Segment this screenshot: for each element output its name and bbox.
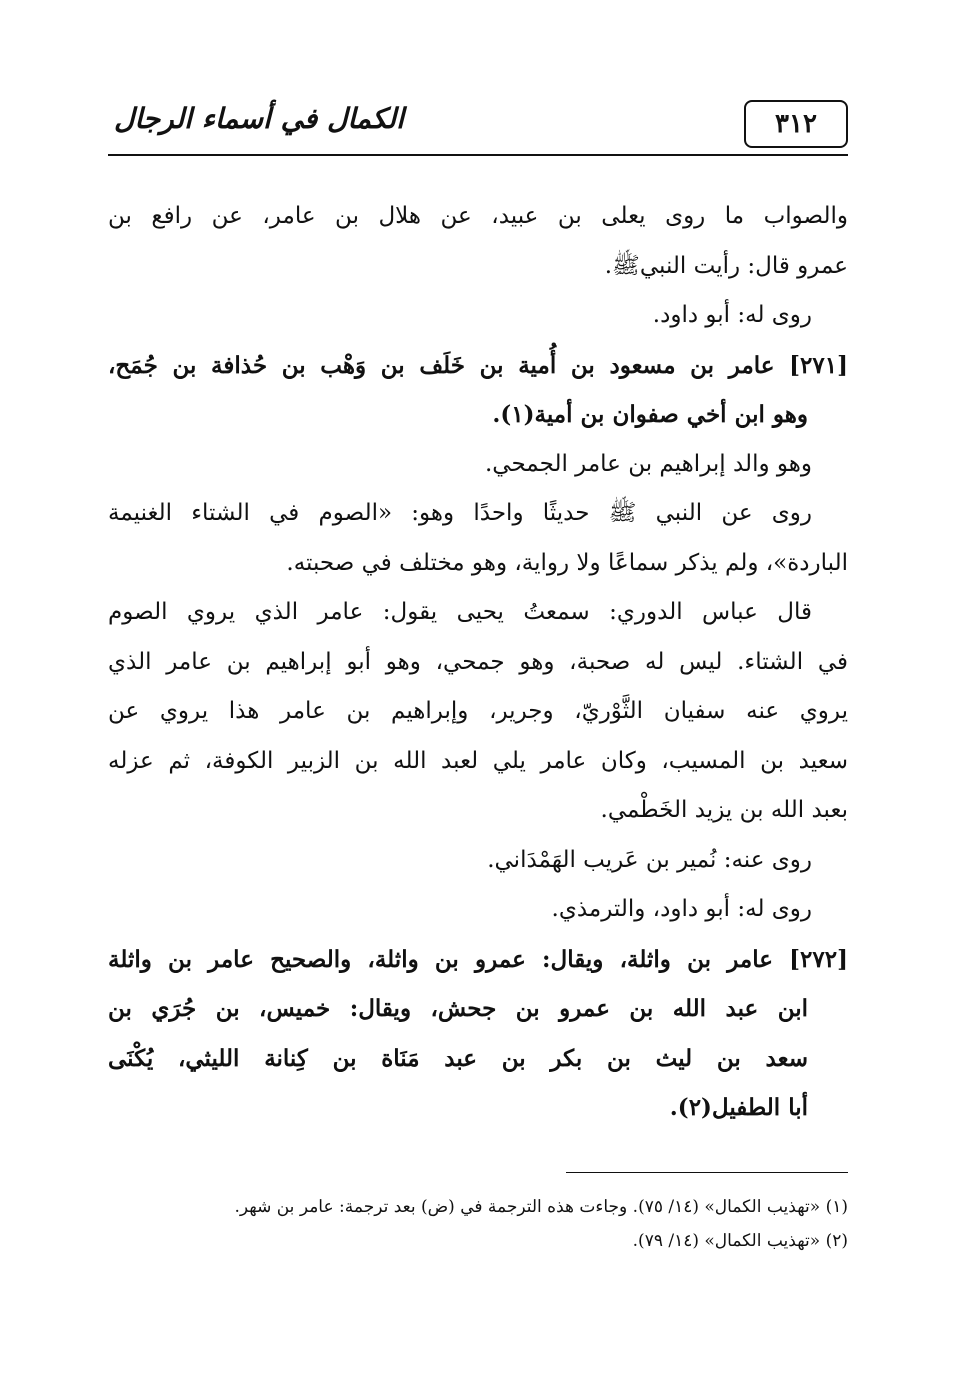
header-rule	[108, 154, 848, 156]
text-line: الباردة»، ولم يذكر سماعًا ولا رواية، وهو مختلف في صحبته.	[286, 549, 848, 576]
page-number: ٣١٢	[744, 100, 848, 148]
text-line: أبا الطفيل(٢).	[669, 1094, 808, 1121]
text-line: روى له: أبو داود.	[652, 302, 812, 328]
footnote-separator	[566, 1172, 848, 1173]
text-line: روى عن النبي ﷺ حديثًا واحدًا وهو: «الصوم في الشتاء الغنيمة	[108, 500, 812, 526]
text-line: عمرو قال: رأيت النبيﷺ.	[604, 252, 848, 279]
footnote: (١) «تهذيب الكمال» (١٤/ ٧٥). وجاءت هذه الترجمة في (ض) بعد ترجمة: عامر بن شهر.	[234, 1197, 848, 1217]
footnote: (٢) «تهذيب الكمال» (١٤/ ٧٩).	[632, 1231, 848, 1251]
footnotes	[108, 1190, 848, 1258]
text-line: [٢٧٢] عامر بن واثلة، ويقال: عمرو بن واثلة، والصحيح عامر بن واثلة	[108, 945, 848, 973]
text-line: روى له: أبو داود، والترمذي.	[551, 896, 812, 922]
text-line: ابن عبد الله بن عمرو بن جحش، ويقال: خميس، بن جُرَي بن	[108, 995, 808, 1022]
text-line: سعد بن ليث بن بكر بن عبد مَنَاة بن كِنانة الليثي، يُكْنَى	[108, 1044, 808, 1072]
main-text	[108, 192, 848, 1133]
text-line: وهو ابن أخي صفوان بن أمية(١).	[492, 401, 808, 428]
running-title: الكمال في أسماء الرجال	[114, 102, 404, 135]
text-line: يروي عنه سفيان الثَّوْريّ، وجرير، وإبراهيم بن عامر هذا يروي عن	[108, 698, 848, 724]
text-line: والصواب ما روى يعلى بن عبيد، عن هلال بن عامر، عن رافع بن	[108, 203, 848, 229]
page-header	[108, 96, 848, 158]
text-line: بعبد الله بن يزيد الخَطْمي.	[600, 797, 848, 823]
text-line: روى عنه: نُمير بن عَريب الهَمْدَاني.	[487, 846, 812, 873]
text-line: وهو والد إبراهيم بن عامر الجمحي.	[484, 450, 812, 477]
text-line: قال عباس الدوري: سمعتُ يحيى يقول: عامر الذي يروي الصوم	[108, 599, 812, 625]
text-line: سعيد بن المسيب، وكان عامر يلي لعبد الله بن الزبير الكوفة، ثم عزله	[108, 747, 848, 774]
text-line: في الشتاء. ليس له صحبة، وهو جمحي، وهو أبو إبراهيم بن عامر الذي	[108, 648, 848, 675]
text-line: [٢٧١] عامر بن مسعود بن أُمية بن خَلَف بن وَهْب بن حُذافة بن جُمَح،	[108, 351, 848, 379]
